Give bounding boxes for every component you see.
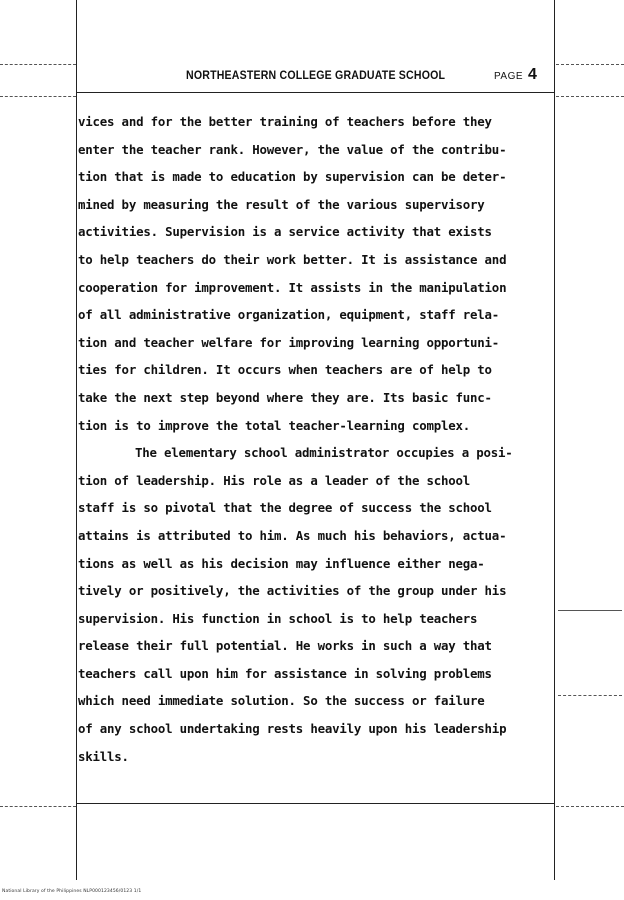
bottom-rule — [76, 803, 555, 804]
text-line: vices and for the better training of teachers before they — [78, 114, 492, 129]
body-text — [78, 108, 554, 770]
page-header — [76, 66, 555, 90]
left-margin-rule — [76, 0, 77, 880]
text-line: tions as well as his decision may influence either nega- — [78, 555, 485, 571]
margin-tick — [556, 96, 624, 97]
text-line: which need immediate solution. So the success or failure — [78, 693, 485, 709]
margin-tick — [558, 695, 622, 696]
text-line: tion that is made to education by supervision can be deter- — [78, 169, 507, 185]
right-margin-rule — [554, 0, 555, 880]
text-line: mined by measuring the result of the various supervisory — [78, 196, 485, 212]
page-label: PAGE — [494, 71, 524, 82]
text-line: cooperation for improvement. It assists in the manipulation — [78, 279, 507, 295]
scan-footer: National Library of the Philippines NLP000123456/0123 1/1 — [2, 889, 142, 894]
text-line: of all administrative organization, equipment, staff rela- — [78, 307, 500, 323]
margin-tick — [0, 96, 76, 97]
margin-tick — [556, 64, 624, 65]
text-line: supervision. His function in school is to help teachers — [78, 610, 478, 626]
text-line: skills. — [78, 748, 129, 764]
text-line: activities. Supervision is a service activity that exists — [78, 224, 492, 240]
text-line: take the next step beyond where they are. Its basic func- — [78, 389, 492, 405]
margin-tick — [558, 610, 622, 611]
header-rule — [76, 92, 555, 93]
school-name: NORTHEASTERN COLLEGE GRADUATE SCHOOL — [186, 70, 446, 82]
text-line: staff is so pivotal that the degree of success the school — [78, 500, 492, 516]
text-line: attains is attributed to him. As much his behaviors, actua- — [78, 527, 507, 543]
margin-tick — [556, 806, 624, 807]
text-line: tively or positively, the activities of the group under his — [78, 583, 507, 599]
text-line: ties for children. It occurs when teachers are of help to — [78, 362, 492, 378]
text-line: to help teachers do their work better. It is assistance and — [78, 251, 507, 267]
page-number: 4 — [528, 66, 537, 83]
paragraph-first-line: The elementary school administrator occupies a posi- — [135, 445, 513, 461]
text-line: teachers call upon him for assistance in solving problems — [78, 665, 492, 681]
text-line: enter the teacher rank. However, the value of the contribu- — [78, 141, 507, 157]
margin-tick — [0, 64, 76, 65]
text-line: tion is to improve the total teacher-learning complex. — [78, 417, 471, 433]
margin-tick — [0, 806, 76, 807]
text-line: release their full potential. He works in such a way that — [78, 638, 492, 654]
text-line: tion of leadership. His role as a leader of the school — [78, 472, 471, 488]
text-line: of any school undertaking rests heavily upon his leadership — [78, 721, 507, 737]
text-line: tion and teacher welfare for improving learning opportuni- — [78, 334, 500, 350]
